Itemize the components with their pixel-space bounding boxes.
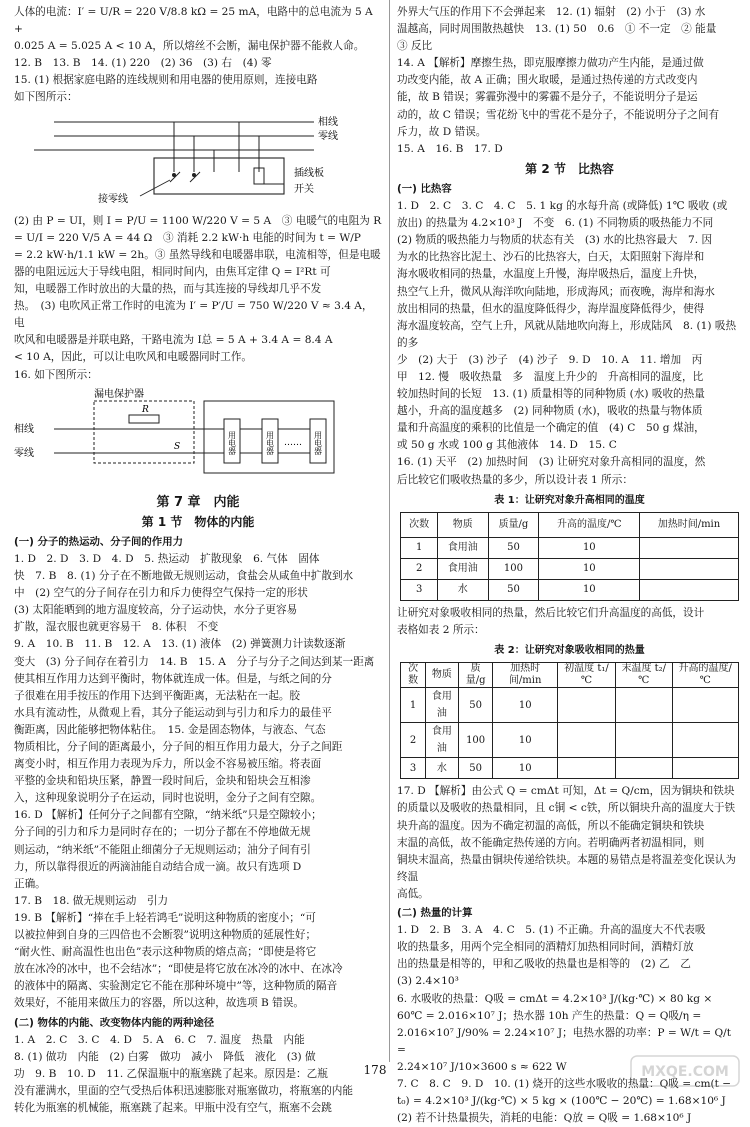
table-row (401, 758, 738, 779)
fig2-protector-label: 漏电保护器 (94, 388, 144, 400)
text-line: 效果好，不能用来做压力的容器，所以这种，故选项 B 错误。 (14, 997, 304, 1010)
text-line: 则运动，“纳米纸”不能阻止细菌分子无规则运动；油分子间有引 (14, 843, 311, 856)
fig1-socket-label: 插线板 (294, 167, 324, 179)
table-cell (558, 688, 615, 723)
text-line: 17. D 【解析】由公式 Q = cmΔt 可知，Δt = Q/cm，因为铜块和铁块 (397, 785, 735, 798)
table-cell: 10 (493, 688, 558, 723)
text-line: 量和升高温度的乘积的比值是一个确定的值 (4) C 50 g 煤油， (397, 422, 705, 435)
table-header-cell: 质量/g (488, 512, 539, 537)
text-line: 为水的比热容比泥土、沙石的比热容大，白天，太阳照射下海岸和 (397, 251, 705, 264)
table-row (401, 688, 738, 723)
subsection-title: (一) 分子的热运动、分子间的作用力 (14, 535, 183, 548)
table-cell: 2 (401, 723, 425, 758)
household-circuit-diagram (14, 110, 382, 204)
left-column (14, 4, 382, 1117)
table-header-cell: 物质 (425, 663, 458, 688)
text-line: (3) 2.4×10³ (397, 975, 459, 988)
page-number: 178 (363, 1063, 387, 1077)
text-line: 水具有流动性，从微观上看，其分子能运动到与引力和斥力的最佳平 (14, 706, 332, 719)
text-line: 12. B 13. B 14. (1) 220 (2) 36 (3) 右 (4) 零 (14, 57, 272, 70)
text-line: t₀) = 4.2×10³ J/(kg·℃) × 5 kg × (100℃ − 20℃) = 1.68×10⁶ J (397, 1095, 726, 1108)
text-line: 动的，故 C 错误；雪花纷飞中的雪花不是分子，不能说明分子之间有 (397, 108, 720, 121)
chapter-title: 第 7 章 内能 (156, 494, 240, 510)
text-line: 0.025 A = 5.025 A < 10 A，所以熔丝不会断，漏电保护器不能救人命。 (14, 40, 365, 53)
text-line: 2.016×10⁷ J/90% = 2.24×10⁷ J；电热水器的功率：P = W/t = Q/t = (397, 1026, 731, 1056)
text-line: 19. B 【解析】“捧在手上轻若鸿毛”说明这种物质的密度小；“可 (14, 911, 316, 924)
text-line: 如下图所示： (14, 91, 78, 104)
table-header-cell: 质量/g (459, 663, 493, 688)
fig2-r-label: R (142, 404, 149, 415)
text-line: 1. D 2. B 3. A 4. C 5. (1) 不正确。升高的温度大不代表吸 (397, 924, 706, 937)
text-line: 斥力，故 D 错误。 (397, 125, 487, 138)
text-line: 放在冰冷的冰中，也不会结冰”；“即使是将它放在冰冷的冰中、在冰冷 (14, 963, 343, 976)
text-line: 转化为瓶塞的机械能，瓶塞跳了起来。甲瓶中没有空气，瓶塞不会跳 (14, 1101, 332, 1114)
text-line: 15. (1) 根据家庭电路的连线规则和用电器的使用原则，连接电路 (14, 74, 318, 87)
table-cell: 2 (401, 558, 437, 579)
fig1-connect-label: 接零线 (98, 193, 128, 204)
text-line: 变大 (3) 分子间存在着引力 14. B 15. A 分子与分子之间达到某一距离 (14, 655, 375, 668)
table-header-cell: 次数 (401, 663, 425, 688)
text-line: 9. A 10. B 11. B 12. A 13. (1) 液体 (2) 弹簧测力计读数逐渐 (14, 638, 346, 651)
table-cell (672, 758, 738, 779)
text-line: 14. A 【解析】摩擦生热，即克服摩擦力做功产生内能，是通过做 (397, 57, 704, 70)
table-cell (558, 758, 615, 779)
fig2-live-label: 相线 (14, 423, 34, 435)
text-line: 越小，升高的温度越多 (2) 同种物质 (水)，吸收的热量与物体质 (397, 405, 703, 418)
text-line: ③ 反比 (397, 40, 433, 53)
section-title: 第 2 节 比热容 (525, 161, 614, 176)
text-line: 2.24×10⁷ J/10×3600 s ≈ 622 W (397, 1060, 567, 1073)
text-line: 铜块末温高，热量由铜块传递给铁块。本题的易错点是将温差变化误认为终温 (397, 853, 736, 883)
text-line: 衡距离，因此能够把物体粘住。 15. 金是固态物体，与液态、气态 (14, 723, 326, 736)
text-line: 物质相比，分子间的距离最小，分子间的相互作用力最大，分子之间距 (14, 741, 343, 753)
text-line: 较加热时间的长短 13. (1) 质量相等的同种物质 (水) 吸收的热量 (397, 388, 705, 401)
text-line: 力，所以靠得很近的两滴油能自动结合成一滴。故只有选项 D (14, 860, 302, 873)
text-line: 分子间的引力和斥力是同时存在的；一切分子都在不停地做无规 (14, 826, 311, 839)
text-line: < 10 A，因此，可以让电吹风和电暖器同时工作。 (14, 351, 253, 364)
text-line: 末温的高低，故不能确定热传递的方向。若明确两者初温相同，则 (397, 836, 705, 849)
table-cell (672, 723, 738, 758)
text-line: 海水温度较高，空气上升，风就从陆地吹向海上，形成陆风 8. (1) 吸热的多 (397, 319, 737, 349)
text-line: 离变小时，相互作用力表现为斥力，所以金不容易被压缩。将表面 (14, 758, 322, 771)
appliance-label: 用电器 (313, 430, 323, 455)
text-line: 扩散，湿衣服也就更容易干 8. 体积 不变 (14, 621, 219, 634)
text-line: (2) 若不计热量损失，消耗的电能：Q放 = Q吸 = 1.68×10⁶ J (397, 1112, 692, 1125)
text-line: “耐火性、耐高温性也出色”表示这种物质的熔点高；“即使是将它 (14, 946, 317, 959)
watermark-text: MXQE.COM (641, 1064, 729, 1080)
text-line: = 2.2 kW·h/1.1 kW = 2h。③ 虽然导线和电暖器串联，电流相等，但是电暖 (14, 248, 381, 261)
text-line: 收的热量多，用两个完全相同的酒精灯加热相同时间，酒精灯放 (397, 941, 694, 954)
text-line: 没有灌满水，里面的空气受热后体积迅速膨胀对瓶塞做功，将瓶塞的内能 (14, 1084, 353, 1097)
table-header-cell: 初温度 t₁/℃ (558, 663, 615, 688)
text-line: (2) 物质的吸热能力与物质的状态有关 (3) 水的比热容最大 7. 因 (397, 234, 713, 247)
table-cell: 50 (488, 537, 539, 558)
column-divider (389, 0, 390, 1062)
table-row (401, 558, 738, 579)
table-header-cell: 加热时间/min (640, 512, 738, 537)
text-line: 16. 如下图所示： (14, 368, 98, 381)
text-line: 以被拉伸到自身的三四倍也不会断裂”说明这种物质的延展性好； (14, 929, 317, 942)
table-header-cell: 升高的温度/℃ (539, 512, 640, 537)
text-line: (3) 太阳能晒到的地方温度较高，分子运动快，水分子更容易 (14, 604, 298, 617)
text-line: 功 9. B 10. D 11. 乙保温瓶中的瓶塞跳了起来。原因是：乙瓶 (14, 1067, 328, 1080)
table-cell (640, 558, 738, 579)
appliance-label: 用电器 (227, 430, 237, 455)
table-row (401, 579, 738, 600)
text-line: 快 7. B 8. (1) 分子在不断地做无规则运动，食盐会从咸鱼中扩散到水 (14, 570, 354, 583)
ellipsis-label: …… (284, 437, 302, 448)
table-cell (615, 688, 672, 723)
table-cell: 100 (459, 723, 493, 758)
text-line: 使其相互作用力达到平衡时，物体就连成一体。但是，与纸之间的分 (14, 672, 332, 685)
text-line: 出的热量是相等的，甲和乙吸收的热量也是相等的 (2) 乙 乙 (397, 958, 691, 971)
text-line: 功改变内能，故 A 正确；围火取暖，是通过热传递的方式改变内 (397, 74, 698, 87)
table-header-row (401, 663, 738, 688)
table-2 (400, 662, 738, 779)
table-cell: 水 (425, 758, 458, 779)
table-1 (400, 512, 738, 601)
table-cell (615, 758, 672, 779)
table-header-cell: 加热时间/min (493, 663, 558, 688)
table-cell: 3 (401, 579, 437, 600)
text-line: 高低。 (397, 887, 429, 900)
table-cell: 1 (401, 537, 437, 558)
table-row (401, 723, 738, 758)
fig1-switch-label: 开关 (294, 183, 314, 195)
table-header-row (401, 512, 738, 537)
text-line: 1. A 2. C 3. C 4. D 5. A 6. C 7. 温度 热量 内能 (14, 1033, 305, 1046)
table-header-cell: 末温度 t₂/℃ (615, 663, 672, 688)
table-cell: 3 (401, 758, 425, 779)
table-cell: 食用油 (425, 723, 458, 758)
table-cell: 50 (459, 688, 493, 723)
text-line: 器的电阻远远大于导线电阻，相同时间内，由焦耳定律 Q = I²Rt 可 (14, 265, 331, 278)
table-cell: 食用油 (425, 688, 458, 723)
text-line: 少 (2) 大于 (3) 沙子 (4) 沙子 9. D 10. A 11. 增加 丙 (397, 353, 703, 366)
table-cell: 食用油 (437, 558, 488, 579)
text-line: 7. C 8. C 9. D 10. (1) 烧开的这些水吸收的热量：Q吸 = cm(t − (397, 1077, 732, 1090)
table-cell: 10 (539, 579, 640, 600)
table-cell: 100 (488, 558, 539, 579)
text-line: 6. 水吸收的热量：Q吸 = cmΔt = 4.2×10³ J/(kg·℃) × 80 kg × (397, 992, 713, 1005)
text-line: 或 50 g 水或 100 g 其他液体 14. D 15. C (397, 439, 617, 452)
text-line: 正确。 (14, 877, 46, 890)
text-line: = U/I = 220 V/5 A = 44 Ω ③ 消耗 2.2 kW·h 电能的时间为 t = W/P (14, 231, 361, 244)
text-line: 人体的电流：I′ = U/R = 220 V/8.8 kΩ = 25 mA，电路中的总电流为 5 A + (14, 6, 373, 36)
table-cell (615, 723, 672, 758)
table-cell: 10 (539, 537, 640, 558)
text-line: 热空气上升，微风从海洋吹向陆地，形成海风；而夜晚，海岸和海水 (397, 285, 715, 298)
text-line: (2) 由 P = UI，则 I = P/U = 1100 W/220 V = 5 A ③ 电暖气的电阻为 R (14, 214, 382, 227)
table-caption: 表 1：让研究对象升高相同的温度 (494, 494, 645, 506)
table-cell: 水 (437, 579, 488, 600)
fig1-neutral-label: 零线 (318, 130, 338, 142)
text-line: 热。 (3) 电吹风正常工作时的电流为 I′ = P′/U = 750 W/220 V ≈ 3.4 A，电 (14, 300, 373, 330)
text-line: 放出相同的热量，但水的温度降低得少，海岸温度降低得少，使得 (397, 302, 705, 315)
text-line: 中 (2) 空气的分子间存在引力和斥力使得空气保持一定的形状 (14, 587, 308, 600)
text-line: 表格如表 2 所示： (397, 623, 485, 636)
text-line: 后比较它们吸收热量的多少，所以设计表 1 所示： (397, 473, 633, 486)
table-cell (672, 688, 738, 723)
table-cell: 50 (488, 579, 539, 600)
fig1-live-label: 相线 (318, 116, 338, 128)
fig2-neutral-label: 零线 (14, 447, 34, 459)
text-line: 1. D 2. C 3. C 4. C 5. 1 kg 的水每升高 (或降低) 1℃ 吸收 (或 (397, 200, 728, 213)
table-cell: 10 (493, 723, 558, 758)
table-cell: 1 (401, 688, 425, 723)
table-header-cell: 次数 (401, 512, 437, 537)
table-cell: 食用油 (437, 537, 488, 558)
text-line: 外界大气压的作用下不会弹起来 12. (1) 辐射 (2) 小于 (3) 水 (397, 6, 706, 18)
text-line: 海水吸收相同的热量，水温度上升慢，海岸吸热后，温度上升快， (397, 268, 705, 281)
text-line: 1. D 2. D 3. D 4. D 5. 热运动 扩散现象 6. 气体 固体 (14, 552, 320, 565)
text-line: 平整的金块和铅块压紧，静置一段时间后，金块和铅块会互相渗 (14, 775, 311, 788)
appliance-label: 用电器 (265, 430, 275, 455)
table-header-cell: 升高的温度/℃ (672, 663, 738, 688)
text-line: 17. B 18. 做无规则运动 引力 (14, 894, 169, 907)
text-line: 能，故 B 错误；雾霾弥漫中的雾霾不是分子，不能说明分子是运 (397, 91, 698, 104)
text-line: 8. (1) 做功 内能 (2) 白雾 做功 减小 降低 液化 (3) 做 (14, 1050, 316, 1063)
text-line: 吹风和电暖器是并联电路，干路电流为 I总 = 5 A + 3.4 A = 8.4 A (14, 334, 333, 347)
subsection-title: (一) 比热容 (397, 182, 452, 195)
table-cell: 10 (493, 758, 558, 779)
table-cell (558, 723, 615, 758)
text-line: 让研究对象吸收相同的热量，然后比较它们升高温度的高低，设计 (397, 606, 705, 619)
text-line: 放出) 的热量为 4.2×10³ J 不变 6. (1) 不同物质的吸热能力不同 (397, 217, 714, 230)
text-line: 子很难在用手按压的作用下达到平衡距离，无法粘在一起。胶 (14, 689, 301, 702)
table-row (401, 537, 738, 558)
text-line: 入，这种现象说明分子在运动，同时也说明，金分子之间有空隙。 (14, 792, 322, 805)
table-header-cell: 物质 (437, 512, 488, 537)
subsection-title: (二) 物体的内能、改变物体内能的两种途径 (14, 1016, 215, 1029)
text-line: 温越高，同时周围散热越快 13. (1) 50 0.6 ① 不一定 ② 能量 (397, 23, 717, 36)
text-line: 60℃ = 2.016×10⁷ J；热水器 10h 产生的热量：Q = Q吸/η = (397, 1009, 702, 1022)
table-caption: 表 2：让研究对象吸收相同的热量 (494, 644, 645, 656)
watermark-logo (630, 1055, 740, 1087)
table-cell (640, 537, 738, 558)
text-line: 16. D 【解析】任何分子之间都有空隙，“纳米纸”只是空隙较小； (14, 809, 322, 822)
text-line: 知，电暖器工作时放出的大量的热，而与其连接的导线却几乎不发 (14, 283, 322, 296)
text-line: 块升高的温度。因为不确定初温的高低，所以不能确定铜块和铁块 (397, 819, 705, 832)
right-column (397, 4, 742, 1127)
table-cell: 50 (459, 758, 493, 779)
text-line: 16. (1) 天平 (2) 加热时间 (3) 让研究对象升高相同的温度，然 (397, 456, 706, 469)
section-title: 第 1 节 物体的内能 (141, 514, 255, 529)
text-line: 甲 12. 慢 吸收热量 多 温度上升少的 升高相同的温度，比 (397, 370, 704, 383)
fig2-s-label: S (174, 441, 181, 452)
subsection-title: (二) 热量的计算 (397, 907, 473, 920)
text-line: 15. A 16. B 17. D (397, 142, 503, 155)
text-line: 的质量以及吸收的热量相同，且 c铜 < c铁，所以铜块升高的温度大于铁 (397, 802, 736, 815)
text-line: 的液体中的隔离、实验测定它不能在那种坏境中”等，这种物质的隔音 (14, 980, 338, 993)
table-cell (640, 579, 738, 600)
table-cell: 10 (539, 558, 640, 579)
leakage-protector-diagram (14, 387, 382, 479)
